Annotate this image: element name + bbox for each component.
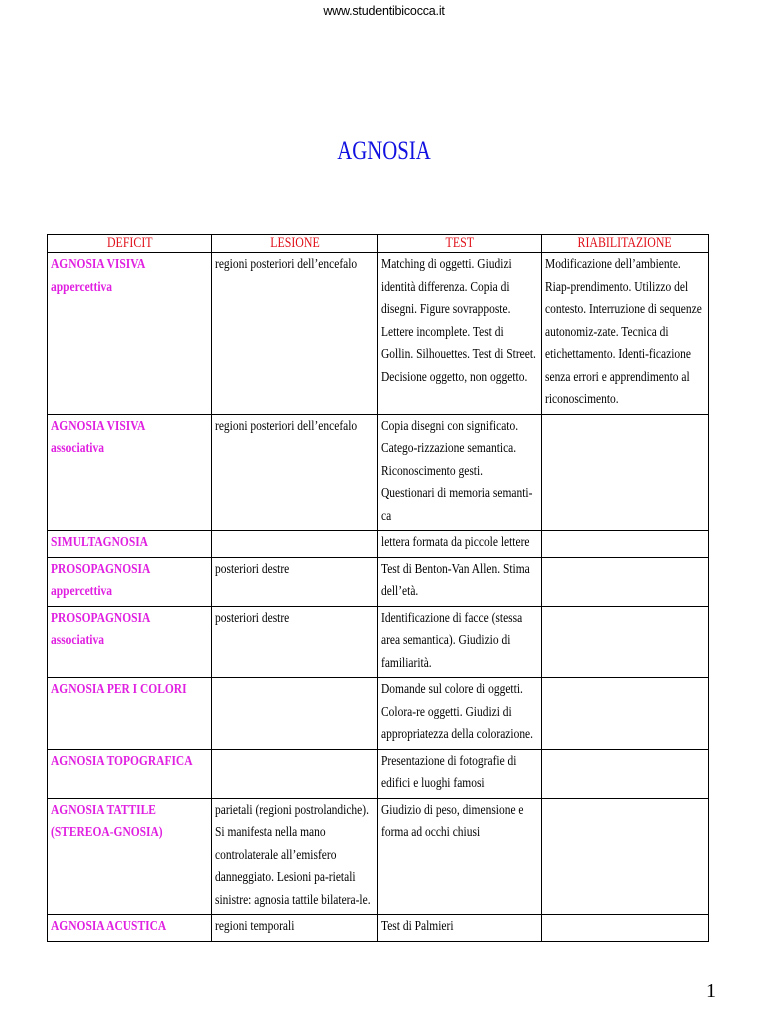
riabilitazione-cell (542, 557, 709, 606)
lesione-cell (212, 531, 378, 558)
riabilitazione-cell (542, 531, 709, 558)
riabilitazione-cell (542, 606, 709, 678)
test-cell: Matching di oggetti. Giudizi identità differenza. Copia di disegni. Figure sovrapposte. Lettere incomplete. Test di Gollin. Silhouettes. Test di Street. Decisione oggetto, non oggetto. (378, 253, 542, 415)
lesione-cell: posteriori destre (212, 557, 378, 606)
table-row (48, 531, 709, 558)
header-riabilitazione: RIABILITAZIONE (542, 235, 709, 253)
table-row (48, 557, 709, 606)
agnosia-table (47, 234, 709, 942)
site-url: www.studentibicocca.it (323, 4, 445, 18)
deficit-cell: AGNOSIA TATTILE (STEREOA-GNOSIA) (48, 798, 212, 915)
test-cell: Presentazione di fotografie di edifici e luoghi famosi (378, 749, 542, 798)
test-cell: Test di Benton-Van Allen. Stima dell’età. (378, 557, 542, 606)
table-row (48, 414, 709, 531)
riabilitazione-cell (542, 414, 709, 531)
test-cell: Domande sul colore di oggetti. Colora-re oggetti. Giudizi di appropriatezza della colorazione. (378, 678, 542, 750)
deficit-cell: AGNOSIA ACUSTICA (48, 915, 212, 942)
page-title: AGNOSIA (337, 136, 431, 165)
deficit-cell: AGNOSIA PER I COLORI (48, 678, 212, 750)
header-lesione: LESIONE (212, 235, 378, 253)
header-test: TEST (378, 235, 542, 253)
table-row (48, 798, 709, 915)
test-cell: Identificazione di facce (stessa area semantica). Giudizio di familiarità. (378, 606, 542, 678)
deficit-cell: AGNOSIA VISIVA associativa (48, 414, 212, 531)
lesione-cell (212, 678, 378, 750)
deficit-cell: AGNOSIA TOPOGRAFICA (48, 749, 212, 798)
lesione-cell: regioni posteriori dell’encefalo (212, 253, 378, 415)
table-header-row (48, 235, 709, 253)
riabilitazione-cell (542, 798, 709, 915)
header-deficit: DEFICIT (48, 235, 212, 253)
test-cell: Test di Palmieri (378, 915, 542, 942)
table-row (48, 915, 709, 942)
table-row (48, 606, 709, 678)
lesione-cell: regioni temporali (212, 915, 378, 942)
page-number: 1 (706, 980, 716, 1002)
deficit-cell: PROSOPAGNOSIA associativa (48, 606, 212, 678)
deficit-cell: AGNOSIA VISIVA appercettiva (48, 253, 212, 415)
table-row (48, 749, 709, 798)
test-cell: Giudizio di peso, dimensione e forma ad occhi chiusi (378, 798, 542, 915)
riabilitazione-cell: Modificazione dell’ambiente. Riap-prendimento. Utilizzo del contesto. Interruzione di sequenze autonomiz-zate. Tecnica di etichettamento. Identi-ficazione senza errori e apprendimento al riconoscimento. (542, 253, 709, 415)
lesione-cell: parietali (regioni postrolandiche). Si manifesta nella mano controlaterale all’emisfero danneggiato. Lesioni pa-rietali sinistre: agnosia tattile bilatera-le. (212, 798, 378, 915)
riabilitazione-cell (542, 678, 709, 750)
table-row (48, 678, 709, 750)
test-cell: lettera formata da piccole lettere (378, 531, 542, 558)
test-cell: Copia disegni con significato. Catego-rizzazione semantica. Riconoscimento gesti. Questionari di memoria semanti-ca (378, 414, 542, 531)
deficit-cell: SIMULTAGNOSIA (48, 531, 212, 558)
deficit-cell: PROSOPAGNOSIA appercettiva (48, 557, 212, 606)
table-row (48, 253, 709, 415)
riabilitazione-cell (542, 749, 709, 798)
lesione-cell (212, 749, 378, 798)
riabilitazione-cell (542, 915, 709, 942)
lesione-cell: posteriori destre (212, 606, 378, 678)
lesione-cell: regioni posteriori dell’encefalo (212, 414, 378, 531)
